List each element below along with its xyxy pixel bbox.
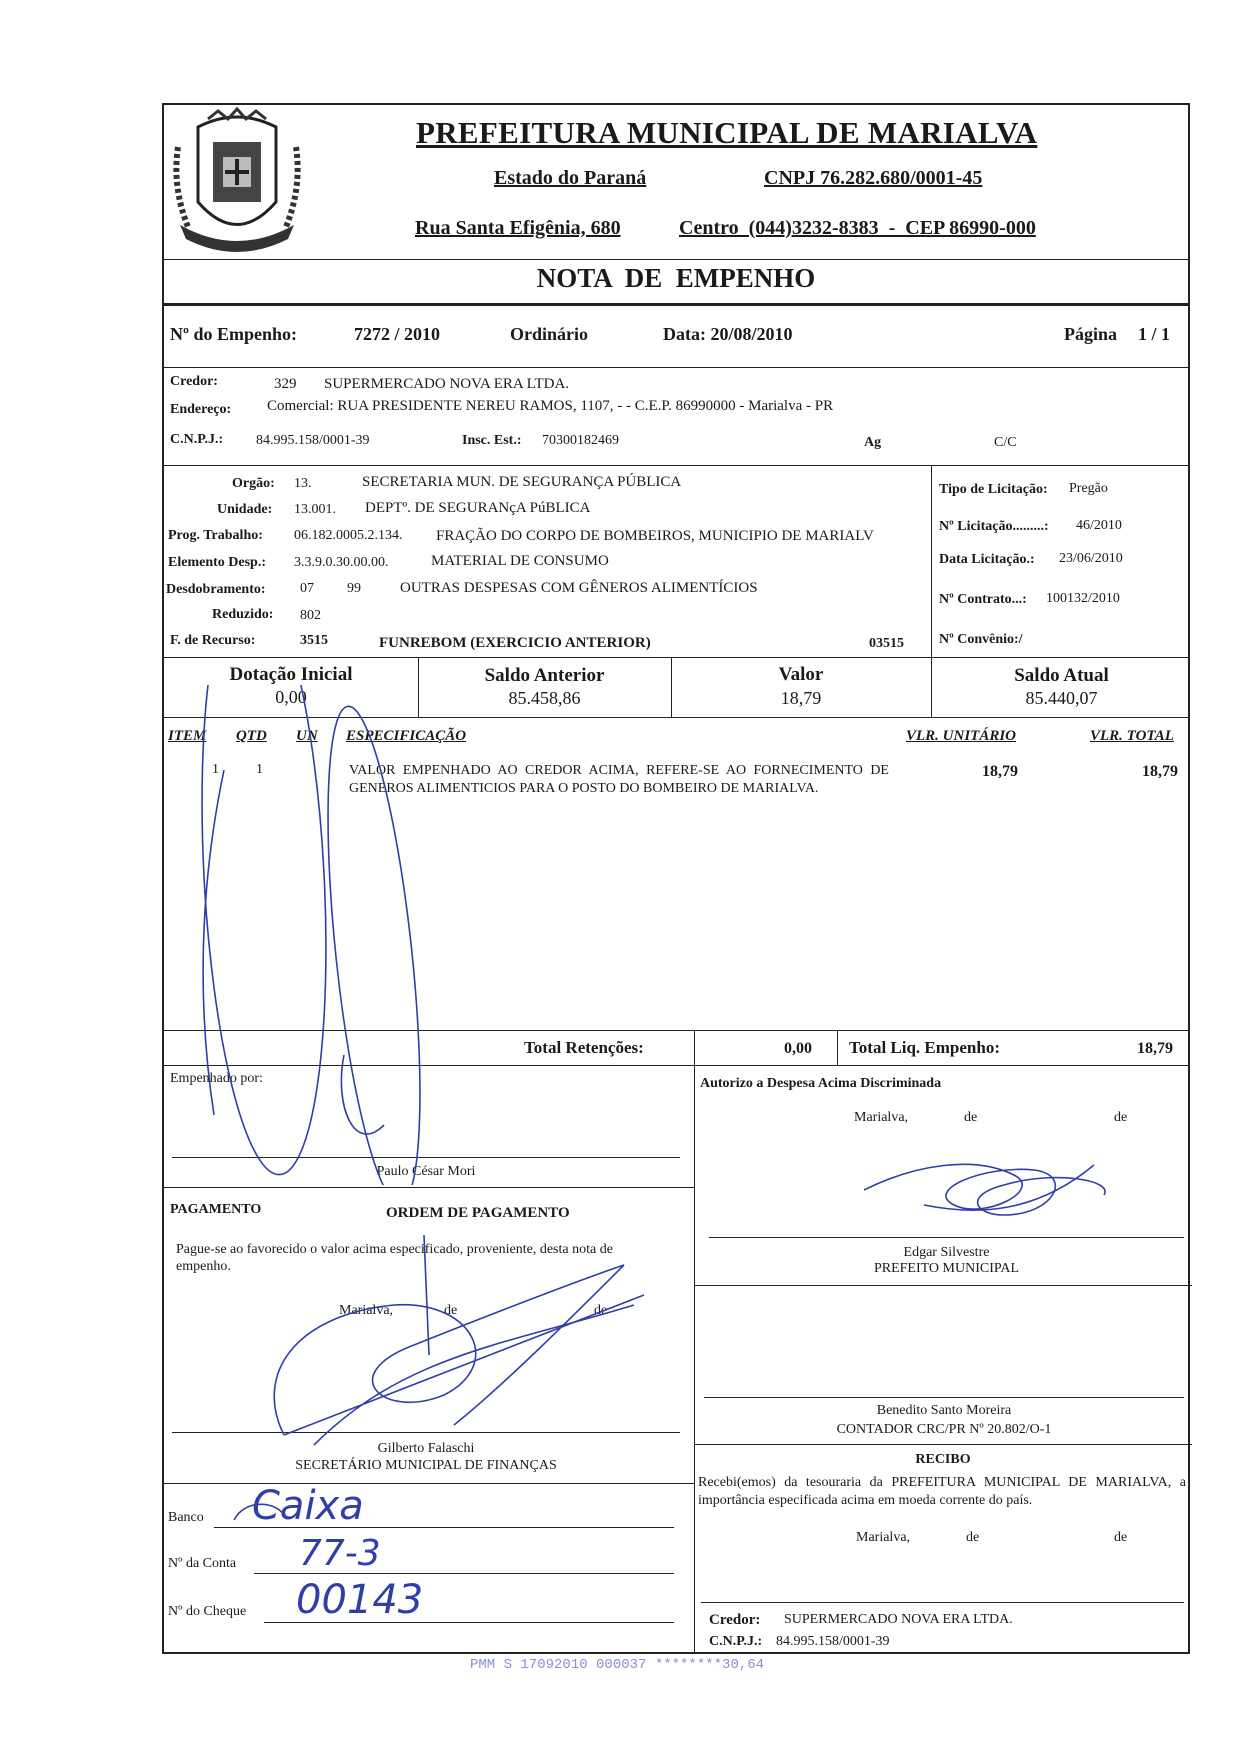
recibo-place: Marialva, [856, 1530, 911, 1545]
prog-code: 06.182.0005.2.134. [294, 528, 403, 543]
conta-handwritten: 77-3 [299, 1533, 381, 1574]
contador-signature-line [704, 1397, 1184, 1398]
ordem-pagamento-label: ORDEM DE PAGAMENTO [386, 1205, 570, 1221]
cheque-label: Nº do Cheque [168, 1604, 247, 1619]
autorizo-signature-line [709, 1237, 1184, 1238]
licitacao-data: 23/06/2010 [1059, 551, 1123, 566]
autorizo-signature [854, 1145, 1154, 1235]
contrato-value: 100132/2010 [1046, 591, 1120, 606]
document-title: NOTA DE EMPENHO [536, 263, 816, 293]
valor-label: Valor [778, 664, 824, 685]
unidade-label: Unidade: [217, 502, 273, 517]
licitacao-tipo-label: Tipo de Licitação: [939, 482, 1048, 497]
retencoes-label: Total Retenções: [524, 1038, 644, 1057]
coat-of-arms-logo [168, 107, 306, 261]
empenhado-signature [164, 685, 467, 1185]
valor-value: 18,79 [780, 688, 822, 708]
orgao-name: SECRETARIA MUN. DE SEGURANÇA PÚBLICA [362, 474, 682, 490]
pagamento-signature-line [172, 1432, 680, 1433]
prog-label: Prog. Trabalho: [168, 528, 263, 543]
col-un-header: UN [296, 728, 318, 744]
autorizo-role: PREFEITO MUNICIPAL [873, 1261, 1020, 1276]
desdobramento-code-2: 99 [347, 581, 361, 596]
credor-name: SUPERMERCADO NOVA ERA LTDA. [324, 376, 570, 392]
reduzido-label: Reduzido: [212, 607, 274, 622]
col-qtd-header: QTD [236, 728, 267, 744]
recibo-label: RECIBO [915, 1452, 971, 1467]
orgao-label: Orgão: [232, 476, 275, 491]
col-espec-header: ESPECIFICAÇÃO [346, 728, 467, 744]
reduzido-value: 802 [300, 608, 321, 623]
elemento-label: Elemento Desp.: [168, 555, 266, 570]
row-qtd: 1 [256, 762, 263, 777]
empenho-number: 7272 / 2010 [354, 324, 441, 344]
empenho-type: Ordinário [510, 324, 589, 344]
recurso-name: FUNREBOM (EXERCICIO ANTERIOR) [379, 635, 651, 651]
liq-label: Total Liq. Empenho: [849, 1038, 1000, 1057]
licitacao-tipo: Pregão [1069, 481, 1108, 496]
unidade-name: DEPTº. DE SEGURANçA PúBLICA [365, 500, 591, 516]
recibo-signature-line [701, 1602, 1184, 1603]
row-unit-value: 18,79 [982, 763, 1018, 780]
recibo-credor: SUPERMERCADO NOVA ERA LTDA. [784, 1612, 1013, 1627]
credor-code: 329 [274, 376, 297, 392]
recurso-code: 3515 [300, 633, 328, 648]
banco-handwritten: Caixa [252, 1483, 364, 1529]
credor-address: Comercial: RUA PRESIDENTE NEREU RAMOS, 1107, - - C.E.P. 86990000 - Marialva - PR [267, 398, 834, 414]
autorizo-label: Autorizo a Despesa Acima Discriminada [700, 1076, 942, 1091]
convenio-label: Nº Convênio:/ [939, 632, 1023, 647]
header-title: PREFEITURA MUNICIPAL DE MARIALVA [416, 115, 1038, 150]
pagamento-role: SECRETÁRIO MUNICIPAL DE FINANÇAS [295, 1458, 557, 1473]
licitacao-num-label: Nº Licitação.........: [939, 519, 1049, 534]
empenhado-name: Paulo César Mori [376, 1164, 476, 1179]
elemento-code: 3.3.9.0.30.00.00. [294, 555, 389, 570]
ag-label: Ag [864, 435, 882, 450]
pagamento-de-1: de [444, 1303, 458, 1318]
elemento-name: MATERIAL DE CONSUMO [431, 553, 609, 569]
row-especificacao: VALOR EMPENHADO AO CREDOR ACIMA, REFERE-SE AO FORNECIMENTO DE GENEROS ALIMENTICIOS PARA O POSTO DO BOMBEIRO DE MARIALVA. [349, 763, 889, 796]
conta-label: Nº da Conta [168, 1556, 237, 1571]
licitacao-data-label: Data Licitação.: [939, 552, 1035, 567]
recibo-de-2: de [1114, 1530, 1128, 1545]
saldo-anterior-label: Saldo Anterior [484, 665, 605, 686]
desdobramento-code-1: 07 [300, 581, 314, 596]
autorizo-de-1: de [964, 1110, 978, 1125]
saldo-atual-label: Saldo Atual [1014, 665, 1109, 686]
pagamento-text: Pague-se ao favorecido o valor acima especificado, proveniente, desta nota de empenho. [176, 1242, 613, 1274]
empenhado-label: Empenhado por: [170, 1071, 263, 1086]
desdobramento-name: OUTRAS DESPESAS COM GÊNEROS ALIMENTÍCIOS [400, 580, 758, 596]
recurso-label: F. de Recurso: [170, 633, 256, 648]
recibo-text: Recebi(emos) da tesouraria da PREFEITURA MUNICIPAL DE MARIALVA, a importância especificada acima em moeda corrente do país. [698, 1475, 1186, 1508]
recibo-de-1: de [966, 1530, 980, 1545]
address-label: Endereço: [170, 402, 232, 417]
liq-value: 18,79 [1137, 1040, 1173, 1057]
recurso-code-2: 03515 [869, 636, 904, 651]
col-total-header: VLR. TOTAL [1090, 728, 1174, 744]
empenhado-signature-line [172, 1157, 680, 1158]
contador-role: CONTADOR CRC/PR Nº 20.802/O-1 [836, 1422, 1052, 1437]
banco-label: Banco [168, 1510, 204, 1525]
header-state: Estado do Paraná [494, 167, 647, 189]
orgao-code: 13. [294, 476, 312, 491]
header-cnpj: CNPJ 76.282.680/0001-45 [764, 167, 983, 189]
autorizo-de-2: de [1114, 1110, 1128, 1125]
row-total-value: 18,79 [1142, 763, 1178, 780]
cc-label: C/C [994, 435, 1017, 450]
saldo-anterior-value: 85.458,86 [508, 688, 581, 708]
dotacao-value: 0,00 [275, 687, 307, 707]
pagamento-place: Marialva, [339, 1303, 394, 1318]
recibo-cnpj-label: C.N.P.J.: [709, 1634, 763, 1649]
pagamento-de-2: de [594, 1303, 608, 1318]
desdobramento-label: Desdobramento: [166, 582, 266, 597]
col-item-header: ITEM [168, 728, 207, 744]
pagamento-label: PAGAMENTO [170, 1202, 262, 1217]
row-item: 1 [212, 762, 219, 777]
header-contact: Centro (044)3232-8383 - CEP 86990-000 [679, 217, 1036, 239]
pagamento-name: Gilberto Falaschi [377, 1441, 475, 1456]
credor-cnpj: 84.995.158/0001-39 [256, 433, 370, 448]
empenho-number-label: Nº do Empenho: [170, 324, 297, 344]
saldo-atual-value: 85.440,07 [1025, 688, 1098, 708]
page-number: 1 / 1 [1138, 324, 1171, 344]
credor-label: Credor: [170, 374, 218, 389]
retencoes-value: 0,00 [784, 1040, 812, 1057]
credor-insc: 70300182469 [542, 433, 619, 448]
page-label: Página [1064, 324, 1118, 344]
cheque-handwritten: 00143 [296, 1577, 424, 1623]
contador-name: Benedito Santo Moreira [876, 1403, 1012, 1418]
document-page [162, 103, 1190, 1654]
header-address: Rua Santa Efigênia, 680 [415, 217, 621, 239]
prog-name: FRAÇÃO DO CORPO DE BOMBEIROS, MUNICIPIO DE MARIALV [436, 528, 874, 544]
contrato-label: Nº Contrato...: [939, 592, 1027, 607]
recibo-cnpj: 84.995.158/0001-39 [776, 1634, 890, 1649]
cnpj-label: C.N.P.J.: [170, 432, 224, 447]
licitacao-num: 46/2010 [1076, 518, 1122, 533]
col-unit-header: VLR. UNITÁRIO [906, 728, 1017, 744]
insc-label: Insc. Est.: [462, 433, 522, 448]
autorizo-name: Edgar Silvestre [903, 1245, 990, 1260]
recibo-credor-label: Credor: [709, 1612, 761, 1628]
bank-stamp: PMM S 17092010 000037 ********30,64 [470, 1657, 765, 1673]
autorizo-place: Marialva, [854, 1110, 909, 1125]
unidade-code: 13.001. [294, 502, 336, 517]
dotacao-label: Dotação Inicial [229, 664, 353, 685]
empenho-date: Data: 20/08/2010 [663, 324, 793, 344]
